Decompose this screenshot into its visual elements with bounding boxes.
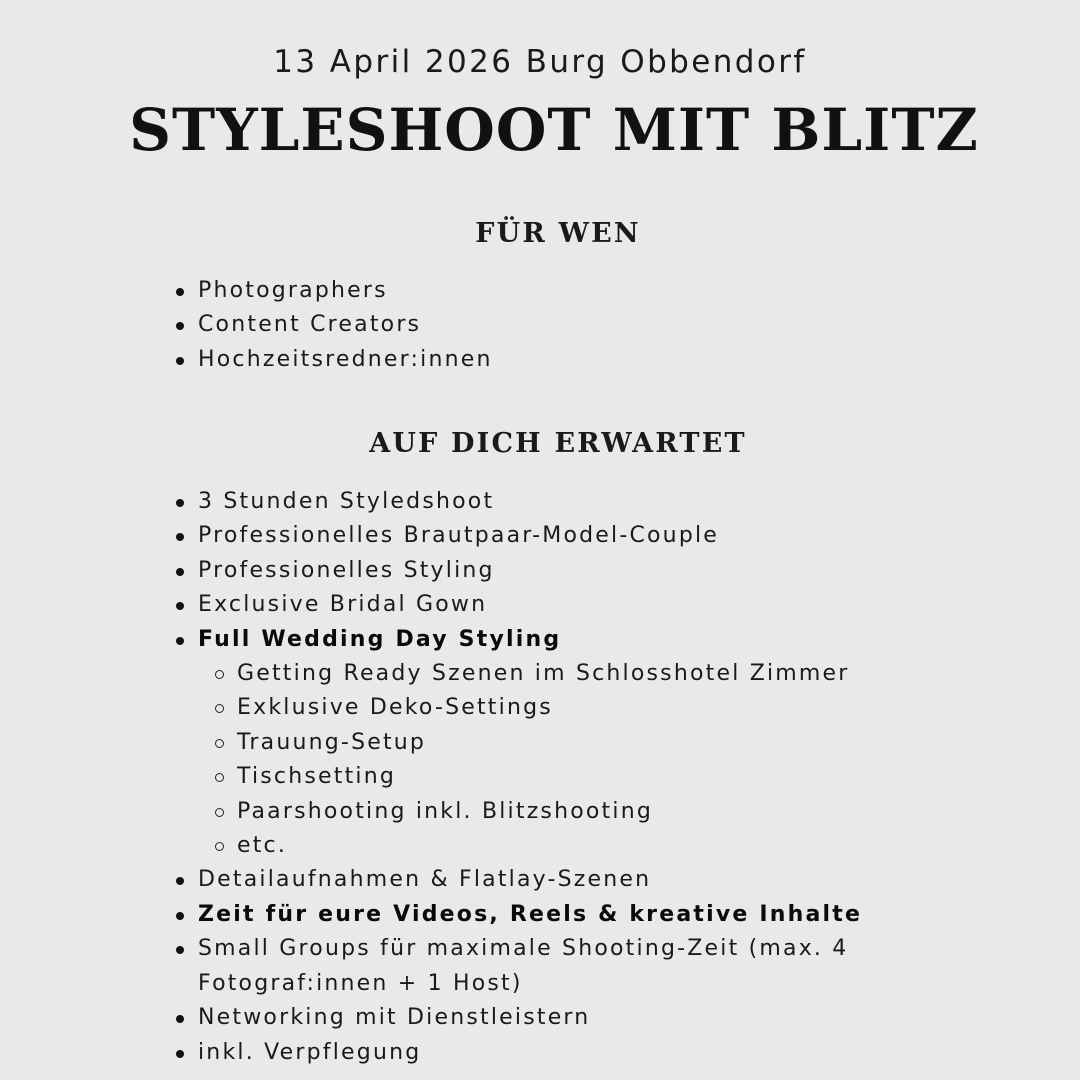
page-title: STYLESHOOT MIT BLITZ	[129, 96, 979, 164]
bullet-icon	[176, 637, 184, 645]
bullet-icon	[176, 499, 184, 507]
list-item-text: Professionelles Brautpaar-Model-Couple	[198, 523, 720, 549]
list-item	[0, 343, 493, 377]
list-item	[0, 485, 862, 519]
list-item	[0, 274, 493, 308]
list-item-text: Content Creators	[198, 312, 422, 338]
list-item	[0, 1001, 862, 1035]
hollow-bullet-icon	[215, 842, 224, 851]
sub-list-item	[0, 726, 862, 760]
sub-list-item-text: Getting Ready Szenen im Schlosshotel Zimmer	[237, 661, 850, 687]
section-heading-fuer-wen: FÜR WEN	[475, 218, 641, 249]
list-item	[0, 588, 862, 622]
section-heading-auf-dich-erwartet: AUF DICH ERWARTET	[369, 428, 747, 459]
sub-list-item	[0, 691, 862, 725]
hollow-bullet-icon	[215, 739, 224, 748]
list-item	[0, 308, 493, 342]
list-item-text: inkl. Verpflegung	[198, 1039, 422, 1065]
sub-list-item-text: Exklusive Deko-Settings	[237, 695, 553, 721]
list-item-text-bold: Zeit für eure Videos, Reels & kreative Inhalte	[198, 901, 863, 927]
sub-list-item	[0, 795, 862, 829]
list-item-text: Hochzeitsredner:innen	[198, 346, 493, 372]
event-date-location: 13 April 2026 Burg Obbendorf	[273, 44, 807, 80]
sub-list-item-text: Trauung-Setup	[237, 729, 427, 755]
list-item-text: Photographers	[198, 278, 388, 303]
sub-list-item-text: Paarshooting inkl. Blitzshooting	[237, 798, 654, 824]
list-item-text: Small Groups für maximale Shooting-Zeit (max. 4	[198, 936, 849, 962]
sub-list-item-text: Tischsetting	[237, 764, 397, 790]
list-item	[0, 554, 862, 588]
list-item	[0, 863, 862, 897]
hollow-bullet-icon	[215, 670, 224, 679]
included-list	[0, 485, 862, 1070]
list-item-text-bold: Full Wedding Day Styling	[198, 626, 562, 652]
list-item	[0, 898, 862, 932]
sub-list-item	[0, 829, 862, 863]
list-item-text: Networking mit Dienstleistern	[198, 1005, 591, 1031]
list-item-text: Exclusive Bridal Gown	[198, 592, 488, 618]
bullet-icon	[176, 912, 184, 920]
list-item	[0, 623, 862, 657]
list-item	[0, 519, 862, 553]
list-item	[0, 932, 862, 1001]
sub-list-item	[0, 657, 862, 691]
list-item-text: Professionelles Styling	[198, 557, 495, 583]
list-item	[0, 1036, 862, 1070]
bullet-icon	[176, 568, 184, 576]
list-item-text-continuation: Fotograf:innen + 1 Host)	[198, 970, 523, 996]
sub-list-item-text: etc.	[237, 833, 288, 859]
list-item-text: 3 Stunden Styledshoot	[198, 489, 495, 514]
sub-list-item	[0, 760, 862, 794]
bullet-icon	[176, 1050, 184, 1058]
bullet-icon	[176, 288, 184, 296]
audience-list	[0, 274, 493, 377]
bullet-icon	[176, 357, 184, 365]
hollow-bullet-icon	[215, 808, 224, 817]
list-item-text: Detailaufnahmen & Flatlay-Szenen	[198, 867, 652, 893]
